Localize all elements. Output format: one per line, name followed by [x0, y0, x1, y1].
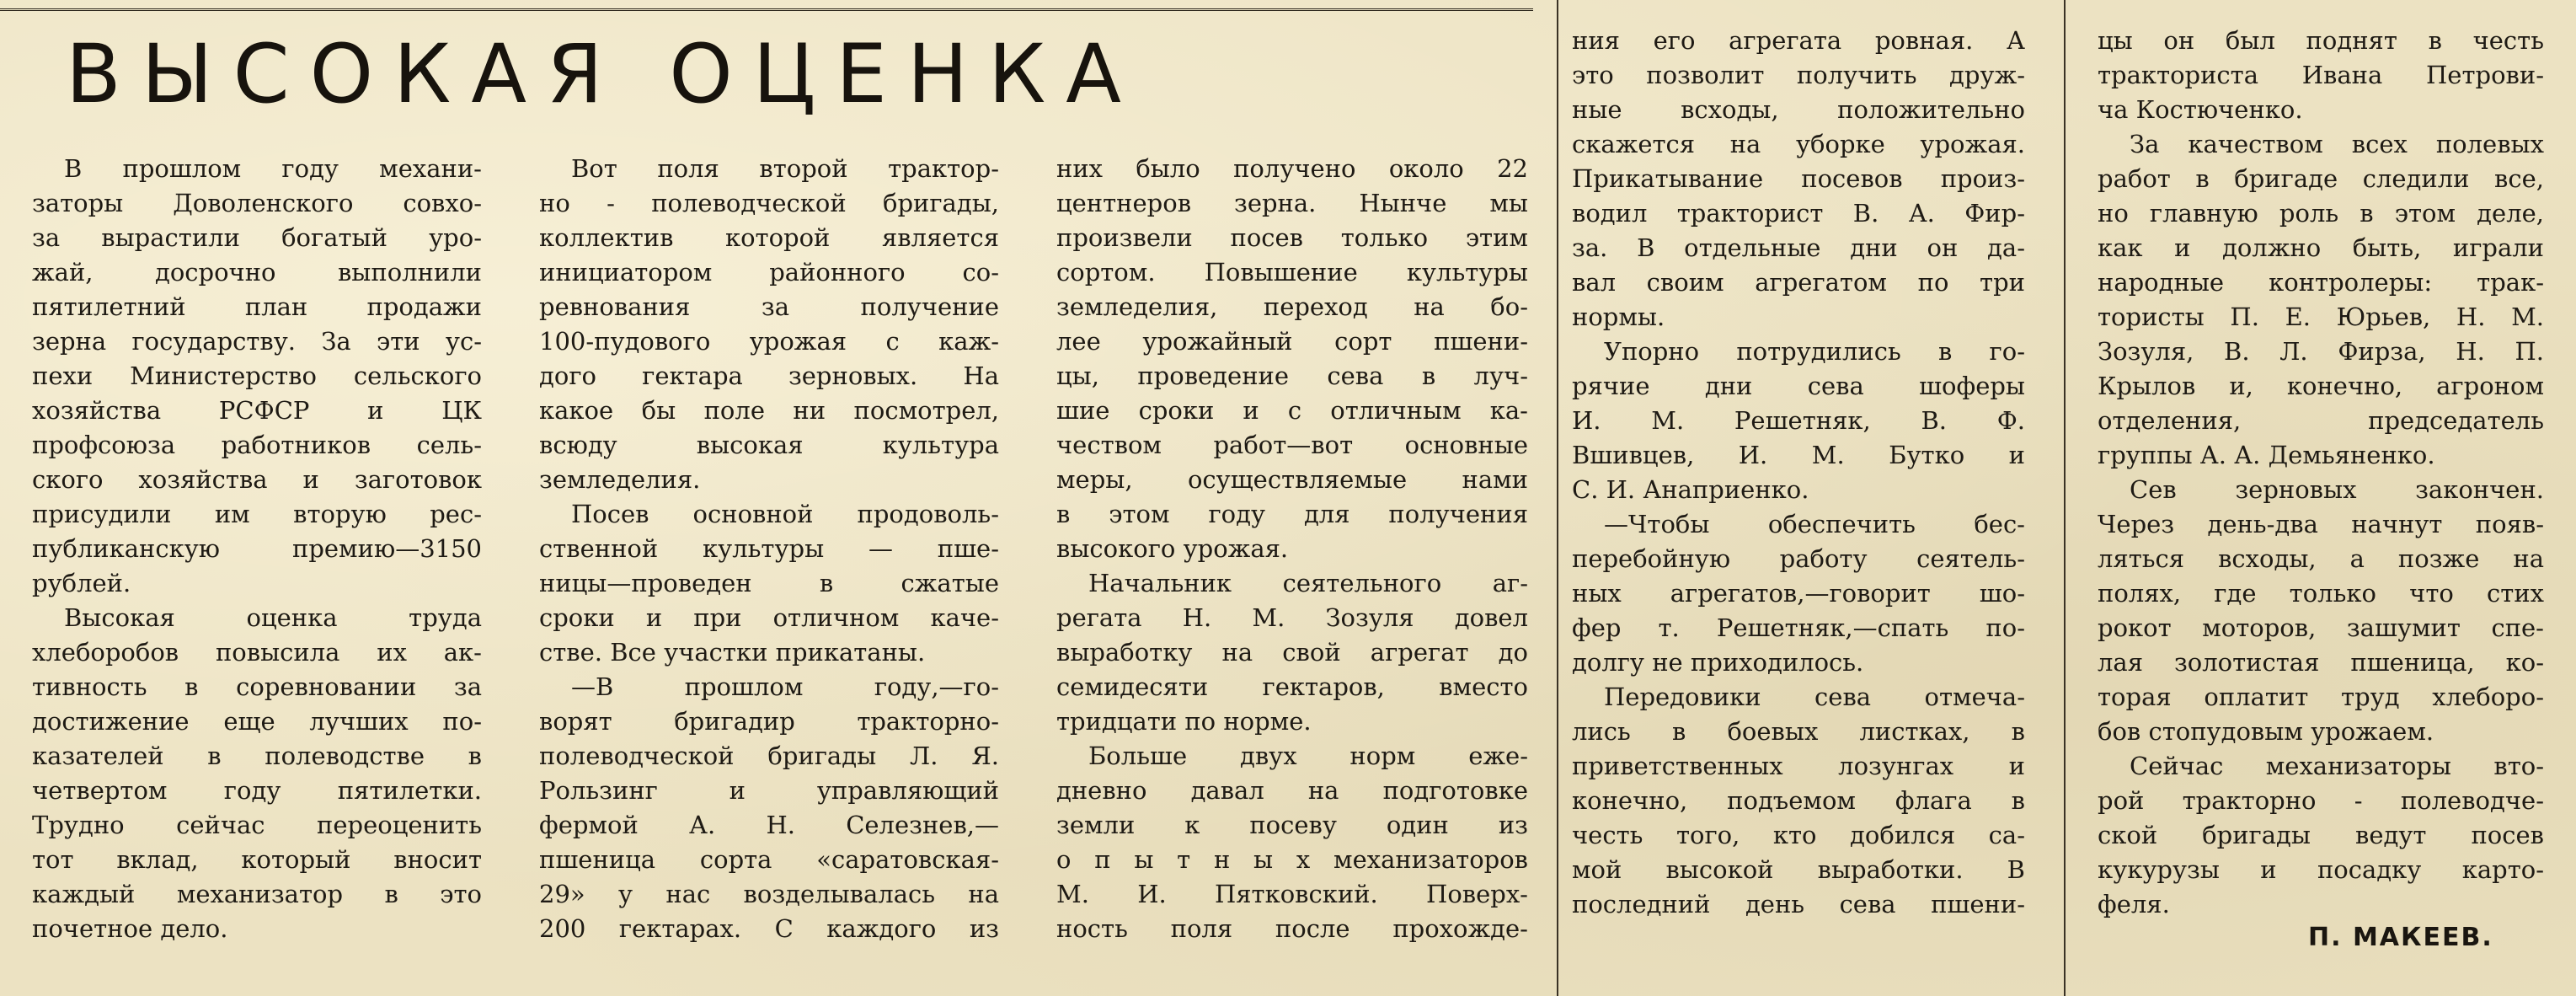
text-line: бов стопудовым урожаем.	[2098, 717, 2434, 746]
text-line: пшеница сорта «саратовская-	[539, 845, 999, 874]
text-line: достижение еще лучших по-	[32, 707, 482, 736]
text-line: Трудно сейчас переоценить	[32, 811, 482, 839]
text-line: шие сроки и с отличным ка-	[1056, 396, 1528, 425]
text-line: какое бы поле ни посмотрел,	[539, 396, 999, 425]
text-line: М. И. Пятковский. Поверх-	[1056, 880, 1528, 908]
text-line: тористы П. Е. Юрьев, Н. М.	[2098, 303, 2544, 331]
text-line: лее урожайный сорт пшени-	[1056, 327, 1528, 356]
text-line: Посев основной продоволь-	[571, 500, 999, 528]
text-line: тридцати по норме.	[1056, 707, 1312, 736]
text-line: 100-пудового урожая с каж-	[539, 327, 999, 356]
text-line: ской бригады ведут посев	[2098, 821, 2544, 849]
text-line: заторы Доволенского совхо-	[32, 189, 482, 217]
text-line: —Чтобы обеспечить бес-	[1604, 510, 2025, 538]
text-line: 200 гектарах. С каждого из	[539, 914, 999, 943]
text-line: за вырастили богатый уро-	[32, 223, 482, 252]
text-line: них было получено около 22	[1056, 154, 1528, 183]
text-line: земледелия, переход на бо-	[1056, 292, 1528, 321]
text-line: Вшивцев, И. М. Бутко и	[1572, 441, 2025, 469]
text-line: 29» у нас возделывалась на	[539, 880, 999, 908]
text-line: четвертом году пятилетки.	[32, 776, 482, 805]
column-rule-1	[1557, 0, 1558, 996]
article-column-2	[539, 152, 999, 946]
text-line: И. М. Решетняк, В. Ф.	[1572, 406, 2025, 435]
text-line: семидесяти гектаров, вместо	[1056, 672, 1528, 701]
text-line: мой высокой выработки. В	[1572, 855, 2025, 884]
text-line: ния его агрегата ровная. А	[1572, 26, 2025, 55]
text-line: земли к посеву один из	[1056, 811, 1528, 839]
text-line: фер т. Решетняк,—спать по-	[1572, 613, 2025, 642]
text-line: о п ы т н ы х механизаторов	[1056, 845, 1528, 874]
text-line: Больше двух норм еже-	[1088, 742, 1528, 770]
text-line: центнеров зерна. Нынче мы	[1056, 189, 1528, 217]
text-line: рячие дни сева шоферы	[1572, 372, 2025, 400]
text-line: цы он был поднят в честь	[2098, 26, 2544, 55]
text-line: За качеством всех полевых	[2130, 130, 2544, 158]
text-line: цы, проведение сева в луч-	[1056, 361, 1528, 390]
text-line: полях, где только что стих	[2098, 579, 2544, 608]
text-line: ных агрегатов,—говорит шо-	[1572, 579, 2025, 608]
text-line: кукурузы и посадку карто-	[2098, 855, 2544, 884]
text-line: Вот поля второй трактор-	[571, 154, 999, 183]
text-line: народные контролеры: трак-	[2098, 268, 2544, 297]
text-line: ворят бригадир тракторно-	[539, 707, 999, 736]
text-line: скажется на уборке урожая.	[1572, 130, 2025, 158]
text-line: В прошлом году механи-	[64, 154, 482, 183]
text-line: полеводческой бригады Л. Я.	[539, 742, 999, 770]
top-rule	[0, 0, 1533, 11]
text-line: хлеборобов повысила их ак-	[32, 638, 482, 667]
text-line: почетное дело.	[32, 914, 228, 943]
text-line: рублей.	[32, 569, 131, 597]
text-line: высокого урожая.	[1056, 534, 1289, 563]
headline: ВЫСОКАЯ ОЦЕНКА	[66, 27, 1141, 121]
text-line: Через день-два начнут появ-	[2098, 510, 2544, 538]
text-line: ского хозяйства и заготовок	[32, 465, 482, 494]
text-line: Высокая оценка труда	[64, 603, 482, 632]
text-line: это позволит получить друж-	[1572, 61, 2025, 89]
text-line: за. В отдельные дни он да-	[1572, 233, 2025, 262]
text-line: но - полеводческой бригады,	[539, 189, 999, 217]
text-line: ность поля после прохожде-	[1056, 914, 1528, 943]
text-line: зерна государству. За эти ус-	[32, 327, 482, 356]
text-line: водил тракторист В. А. Фир-	[1572, 199, 2025, 228]
text-line: инициатором районного со-	[539, 258, 999, 286]
text-line: чеством работ—вот основные	[1056, 431, 1528, 459]
text-line: честь того, кто добился са-	[1572, 821, 2025, 849]
text-line: регата Н. М. Зозуля довел	[1056, 603, 1528, 632]
text-line: тракториста Ивана Петрови-	[2098, 61, 2544, 89]
text-line: феля.	[2098, 890, 2170, 918]
text-line: дого гектара зерновых. На	[539, 361, 999, 390]
article-column-3	[1056, 117, 1528, 946]
text-line: фермой А. Н. Селезнев,—	[539, 811, 999, 839]
text-line: земледелия.	[539, 465, 701, 494]
text-line: ляться всходы, а позже на	[2098, 544, 2544, 573]
text-line: долгу не приходилось.	[1572, 648, 1864, 677]
text-line: С. И. Анаприенко.	[1572, 475, 1809, 504]
text-line: Передовики сева отмеча-	[1604, 683, 2025, 711]
text-line: Сейчас механизаторы вто-	[2130, 752, 2544, 780]
text-line: жай, досрочно выполнили	[32, 258, 482, 286]
text-line: отделения, председатель	[2098, 406, 2544, 435]
text-line: присудили им вторую рес-	[32, 500, 482, 528]
text-line: ные всходы, положительно	[1572, 95, 2025, 124]
text-line: тот вклад, который вносит	[32, 845, 482, 874]
text-line: тивность в соревновании за	[32, 672, 482, 701]
text-line: публиканскую премию—3150	[32, 534, 482, 563]
text-line: ча Костюченко.	[2098, 95, 2303, 124]
text-line: ревнования за получение	[539, 292, 999, 321]
text-line: торая оплатит труд хлеборо-	[2098, 683, 2544, 711]
column-rule-2	[2064, 0, 2066, 996]
text-line: сортом. Повышение культуры	[1056, 258, 1528, 286]
text-line: Сев зерновых закончен.	[2130, 475, 2544, 504]
text-line: дневно давал на подготовке	[1056, 776, 1528, 805]
text-line: рокот моторов, зашумит спе-	[2098, 613, 2544, 642]
text-line: Упорно потрудились в го-	[1604, 337, 2025, 366]
text-line: хозяйства РСФСР и ЦК	[32, 396, 482, 425]
text-line: ницы—проведен в сжатые	[539, 569, 999, 597]
text-line: пехи Министерство сельского	[32, 361, 482, 390]
text-line: произвели посев только этим	[1056, 223, 1528, 252]
text-line: работ в бригаде следили все,	[2098, 164, 2544, 193]
text-line: лись в боевых листках, в	[1572, 717, 2025, 746]
text-line: последний день сева пшени-	[1572, 890, 2025, 918]
text-line: ственной культуры — пше-	[539, 534, 999, 563]
article-column-5	[2098, 24, 2544, 922]
text-line: выработку на свой агрегат до	[1056, 638, 1528, 667]
text-line: как и должно быть, играли	[2098, 233, 2544, 262]
text-line: Начальник сеятельного аг-	[1088, 569, 1528, 597]
text-line: казателей в полеводстве в	[32, 742, 482, 770]
text-line: группы А. А. Демьяненко.	[2098, 441, 2435, 469]
text-line: но главную роль в этом деле,	[2098, 199, 2544, 228]
text-line: меры, осуществляемые нами	[1056, 465, 1528, 494]
text-line: сроки и при отличном каче-	[539, 603, 999, 632]
text-line: профсоюза работников сель-	[32, 431, 482, 459]
text-line: Крылов и, конечно, агроном	[2098, 372, 2544, 400]
text-line: лая золотистая пшеница, ко-	[2098, 648, 2544, 677]
text-line: рой тракторно - полеводче-	[2098, 786, 2544, 815]
text-line: Зозуля, В. Л. Фирза, Н. П.	[2098, 337, 2544, 366]
text-line: пятилетний план продажи	[32, 292, 482, 321]
text-line: нормы.	[1572, 303, 1665, 331]
text-line: Рользинг и управляющий	[539, 776, 999, 805]
author-signature: П. МАКЕЕВ.	[2308, 923, 2493, 952]
text-line	[1056, 117, 1528, 152]
article-column-4	[1572, 24, 2025, 922]
text-line: каждый механизатор в это	[32, 880, 482, 908]
text-line: вал своим агрегатом по три	[1572, 268, 2025, 297]
text-line: приветственных лозунгах и	[1572, 752, 2025, 780]
text-line: коллектив которой является	[539, 223, 999, 252]
text-line: —В прошлом году,—го-	[571, 672, 999, 701]
text-line: перебойную работу сеятель-	[1572, 544, 2025, 573]
text-line: Прикатывание посевов произ-	[1572, 164, 2025, 193]
text-line: в этом году для получения	[1056, 500, 1528, 528]
article-column-1	[32, 152, 482, 946]
text-line: стве. Все участки прикатаны.	[539, 638, 926, 667]
text-line: конечно, подъемом флага в	[1572, 786, 2025, 815]
text-line: всюду высокая культура	[539, 431, 999, 459]
